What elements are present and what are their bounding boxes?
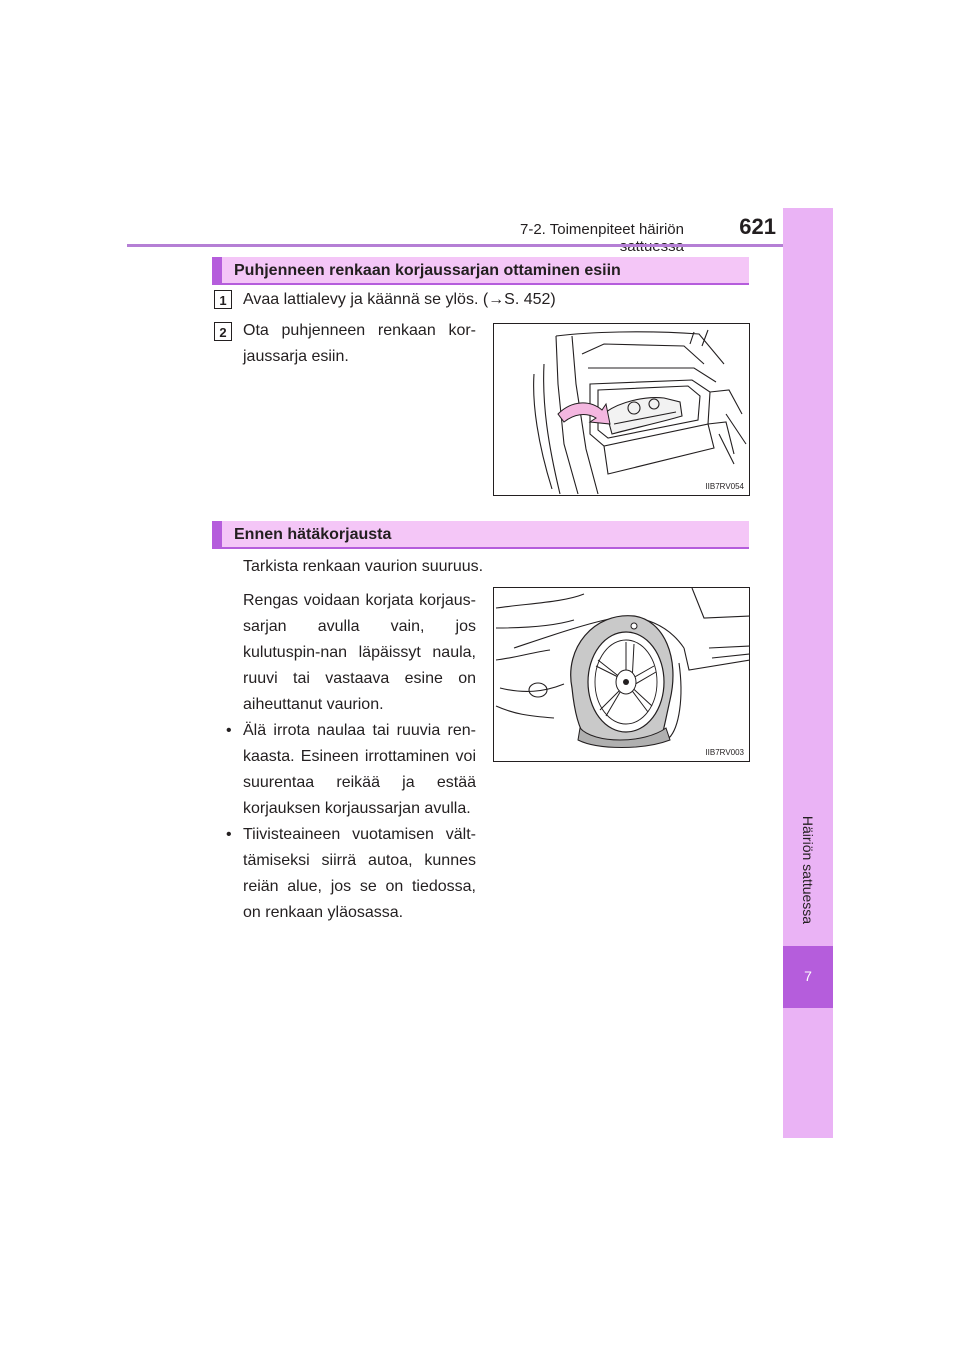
figure-2-code: IIB7RV003 xyxy=(705,748,744,757)
chapter-title-vertical: Häiriön sattuessa xyxy=(800,815,816,925)
bullet-mark: • xyxy=(226,722,232,739)
bullet-item-2 xyxy=(226,822,476,926)
running-header-section: 7-2. Toimenpiteet häiriön xyxy=(520,221,684,238)
step-badge-2: 2 xyxy=(214,322,232,341)
step-badge-1: 1 xyxy=(214,290,232,309)
section-heading-repair-kit: Puhjenneen renkaan korjaussarjan ottaminen esiin xyxy=(212,257,749,285)
bullet-mark: • xyxy=(226,826,232,843)
section-2-paragraph: Rengas voidaan korjata korjaus-sarjan avulla vain, jos kulutuspin-nan läpäissyt naula, ruuvi tai vastaava esine on aiheuttanut vaurion. xyxy=(243,592,476,713)
bullet-text-1: Älä irrota naulaa tai ruuvia ren-kaasta. Esineen irrottaminen voi suurentaa reikää ja estää korjauksen korjaussarjan avulla. xyxy=(243,722,476,817)
flat-tire-illustration xyxy=(494,588,750,762)
chapter-number: 7 xyxy=(804,968,812,984)
section-2-intro: Tarkista renkaan vaurion suuruus. xyxy=(243,558,484,575)
bullet-text-2: Tiivisteaineen vuotamisen vält-tämiseksi siirrä autoa, kunnes reiän alue, jos se on tiedossa, on renkaan yläosassa. xyxy=(243,826,476,921)
step-1-text: Avaa lattialevy ja käännä se ylös. (→S. 452) xyxy=(243,291,556,308)
trunk-illustration xyxy=(494,324,750,496)
step-2-text: Ota puhjenneen renkaan kor-jaussarja esiin. xyxy=(243,322,476,365)
figure-trunk-repair-kit xyxy=(493,323,750,496)
bullet-item-1 xyxy=(226,718,476,822)
header-rule xyxy=(127,244,833,247)
figure-1-code: IIB7RV054 xyxy=(705,482,744,491)
page-number: 621 xyxy=(739,214,776,239)
figure-flat-tire xyxy=(493,587,750,762)
section-heading-before-repair: Ennen hätäkorjausta xyxy=(212,521,749,549)
